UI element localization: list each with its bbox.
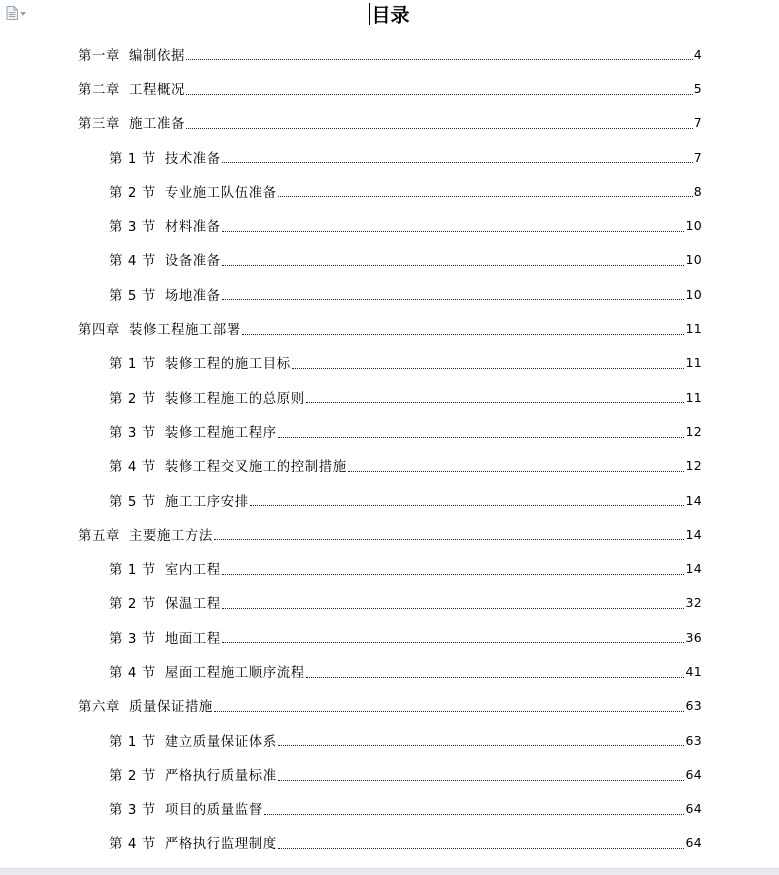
toc-entry-number: 第六章 (78, 700, 120, 716)
toc-entry-title: 室内工程 (164, 563, 221, 579)
toc-entry-page-number: 10 (685, 286, 702, 302)
toc-entry-number: 第 3 节 (109, 425, 156, 441)
toc-entry-page-number: 11 (685, 355, 702, 371)
toc-entry-page-number: 8 (693, 183, 702, 199)
toc-entry-title: 装修工程的施工目标 (164, 357, 291, 373)
toc-section-entry[interactable] (78, 757, 702, 791)
toc-entry-page-number: 64 (685, 766, 702, 782)
toc-dot-leader (278, 437, 685, 438)
toc-entry-number: 第 5 节 (109, 288, 156, 304)
toc-entry-number: 第三章 (78, 117, 120, 133)
toc-chapter-entry[interactable] (78, 37, 702, 71)
toc-entry-number: 第 2 节 (109, 768, 156, 784)
toc-entry-title: 项目的质量监督 (164, 803, 263, 819)
toc-entry-page-number: 11 (685, 321, 702, 337)
toc-chapter-entry[interactable] (78, 689, 702, 723)
toc-entry-number: 第 5 节 (109, 494, 156, 510)
toc-dot-leader (306, 402, 685, 403)
toc-entry-page-number: 11 (685, 389, 702, 405)
toc-dot-leader (348, 471, 685, 472)
toc-entry-page-number: 12 (685, 458, 702, 474)
toc-entry-title: 工程概况 (128, 82, 185, 98)
toc-dot-leader (222, 162, 693, 163)
toc-chapter-entry[interactable] (78, 311, 702, 345)
toc-section-entry[interactable] (78, 449, 702, 483)
toc-section-entry[interactable] (78, 414, 702, 448)
toc-entry-number: 第二章 (78, 82, 120, 98)
toc-entry-page-number: 64 (685, 801, 702, 817)
toc-dot-leader (186, 94, 693, 95)
toc-section-entry[interactable] (78, 243, 702, 277)
toc-entry-title: 场地准备 (164, 288, 221, 304)
toc-entry-title: 屋面工程施工顺序流程 (164, 665, 305, 681)
toc-section-entry[interactable] (78, 551, 702, 585)
toc-entry-title: 严格执行监理制度 (164, 837, 277, 853)
toc-dot-leader (186, 128, 693, 129)
toc-entry-page-number: 64 (685, 835, 702, 851)
toc-chapter-entry[interactable] (78, 71, 702, 105)
toc-section-entry[interactable] (78, 174, 702, 208)
toc-entry-page-number: 32 (685, 595, 702, 611)
toc-entry-title: 装修工程施工程序 (164, 425, 277, 441)
toc-entry-page-number: 63 (685, 698, 702, 714)
toc-entry-number: 第 4 节 (109, 460, 156, 476)
page-title: 目录 (371, 4, 410, 27)
toc-entry-title: 装修工程交叉施工的控制措施 (164, 460, 347, 476)
toc-entry-number: 第 1 节 (109, 734, 156, 750)
toc-section-entry[interactable] (78, 723, 702, 757)
toc-dot-leader (222, 574, 685, 575)
toc-dot-leader (222, 231, 685, 232)
toc-section-entry[interactable] (78, 346, 702, 380)
toc-section-entry[interactable] (78, 620, 702, 654)
table-of-contents (78, 37, 702, 860)
toc-dot-leader (278, 196, 693, 197)
toc-dot-leader (214, 711, 685, 712)
toc-entry-title: 严格执行质量标准 (164, 768, 277, 784)
toc-entry-page-number: 7 (693, 115, 702, 131)
toc-dot-leader (222, 265, 685, 266)
toc-entry-page-number: 36 (685, 629, 702, 645)
toc-section-entry[interactable] (78, 277, 702, 311)
toc-section-entry[interactable] (78, 208, 702, 242)
toc-dot-leader (186, 59, 693, 60)
toc-dot-leader (222, 299, 685, 300)
toc-entry-number: 第 2 节 (109, 185, 156, 201)
toc-section-entry[interactable] (78, 654, 702, 688)
toc-chapter-entry[interactable] (78, 106, 702, 140)
toc-entry-number: 第五章 (78, 528, 120, 544)
toc-entry-number: 第四章 (78, 323, 120, 339)
toc-entry-title: 地面工程 (164, 631, 221, 647)
toc-dot-leader (214, 539, 685, 540)
toc-section-entry[interactable] (78, 483, 702, 517)
toc-entry-number: 第 4 节 (109, 254, 156, 270)
toc-entry-number: 第 2 节 (109, 391, 156, 407)
toc-entry-page-number: 41 (685, 663, 702, 679)
toc-chapter-entry[interactable] (78, 517, 702, 551)
toc-entry-title: 材料准备 (164, 220, 221, 236)
toc-entry-page-number: 10 (685, 252, 702, 268)
toc-dot-leader (222, 642, 685, 643)
toc-entry-number: 第 3 节 (109, 803, 156, 819)
toc-entry-page-number: 7 (693, 149, 702, 165)
toc-entry-page-number: 63 (685, 732, 702, 748)
toc-entry-page-number: 12 (685, 423, 702, 439)
toc-section-entry[interactable] (78, 586, 702, 620)
toc-entry-title: 保温工程 (164, 597, 221, 613)
toc-entry-page-number: 5 (693, 80, 702, 96)
toc-section-entry[interactable] (78, 792, 702, 826)
toc-entry-page-number: 14 (685, 526, 702, 542)
toc-dot-leader (278, 745, 685, 746)
toc-entry-number: 第 4 节 (109, 837, 156, 853)
toc-dot-leader (264, 814, 685, 815)
toc-entry-title: 设备准备 (164, 254, 221, 270)
toc-entry-title: 施工工序安排 (164, 494, 249, 510)
toc-dot-leader (222, 608, 685, 609)
toc-entry-title: 技术准备 (164, 151, 221, 167)
toc-entry-title: 质量保证措施 (128, 700, 213, 716)
toc-entry-title: 主要施工方法 (128, 528, 213, 544)
toc-entry-page-number: 14 (685, 561, 702, 577)
toc-entry-page-number: 4 (693, 46, 702, 62)
toc-entry-title: 编制依据 (128, 48, 185, 64)
toc-entry-page-number: 10 (685, 218, 702, 234)
toc-entry-title: 装修工程施工部署 (128, 323, 241, 339)
toc-dot-leader (292, 368, 685, 369)
toc-entry-page-number: 14 (685, 492, 702, 508)
title-area[interactable] (0, 2, 779, 29)
toc-entry-number: 第 3 节 (109, 631, 156, 647)
toc-entry-number: 第 4 节 (109, 665, 156, 681)
toc-dot-leader (278, 848, 685, 849)
toc-entry-title: 装修工程施工的总原则 (164, 391, 305, 407)
toc-entry-number: 第一章 (78, 48, 120, 64)
toc-entry-title: 建立质量保证体系 (164, 734, 277, 750)
toc-entry-title: 施工准备 (128, 117, 185, 133)
toc-section-entry[interactable] (78, 826, 702, 860)
toc-entry-number: 第 1 节 (109, 563, 156, 579)
toc-entry-title: 专业施工队伍准备 (164, 185, 277, 201)
toc-dot-leader (278, 780, 685, 781)
toc-entry-number: 第 1 节 (109, 357, 156, 373)
toc-entry-number: 第 2 节 (109, 597, 156, 613)
toc-dot-leader (250, 505, 685, 506)
toc-dot-leader (242, 334, 685, 335)
toc-section-entry[interactable] (78, 140, 702, 174)
toc-entry-number: 第 1 节 (109, 151, 156, 167)
toc-entry-number: 第 3 节 (109, 220, 156, 236)
toc-section-entry[interactable] (78, 380, 702, 414)
toc-dot-leader (306, 677, 685, 678)
text-cursor (369, 3, 370, 25)
